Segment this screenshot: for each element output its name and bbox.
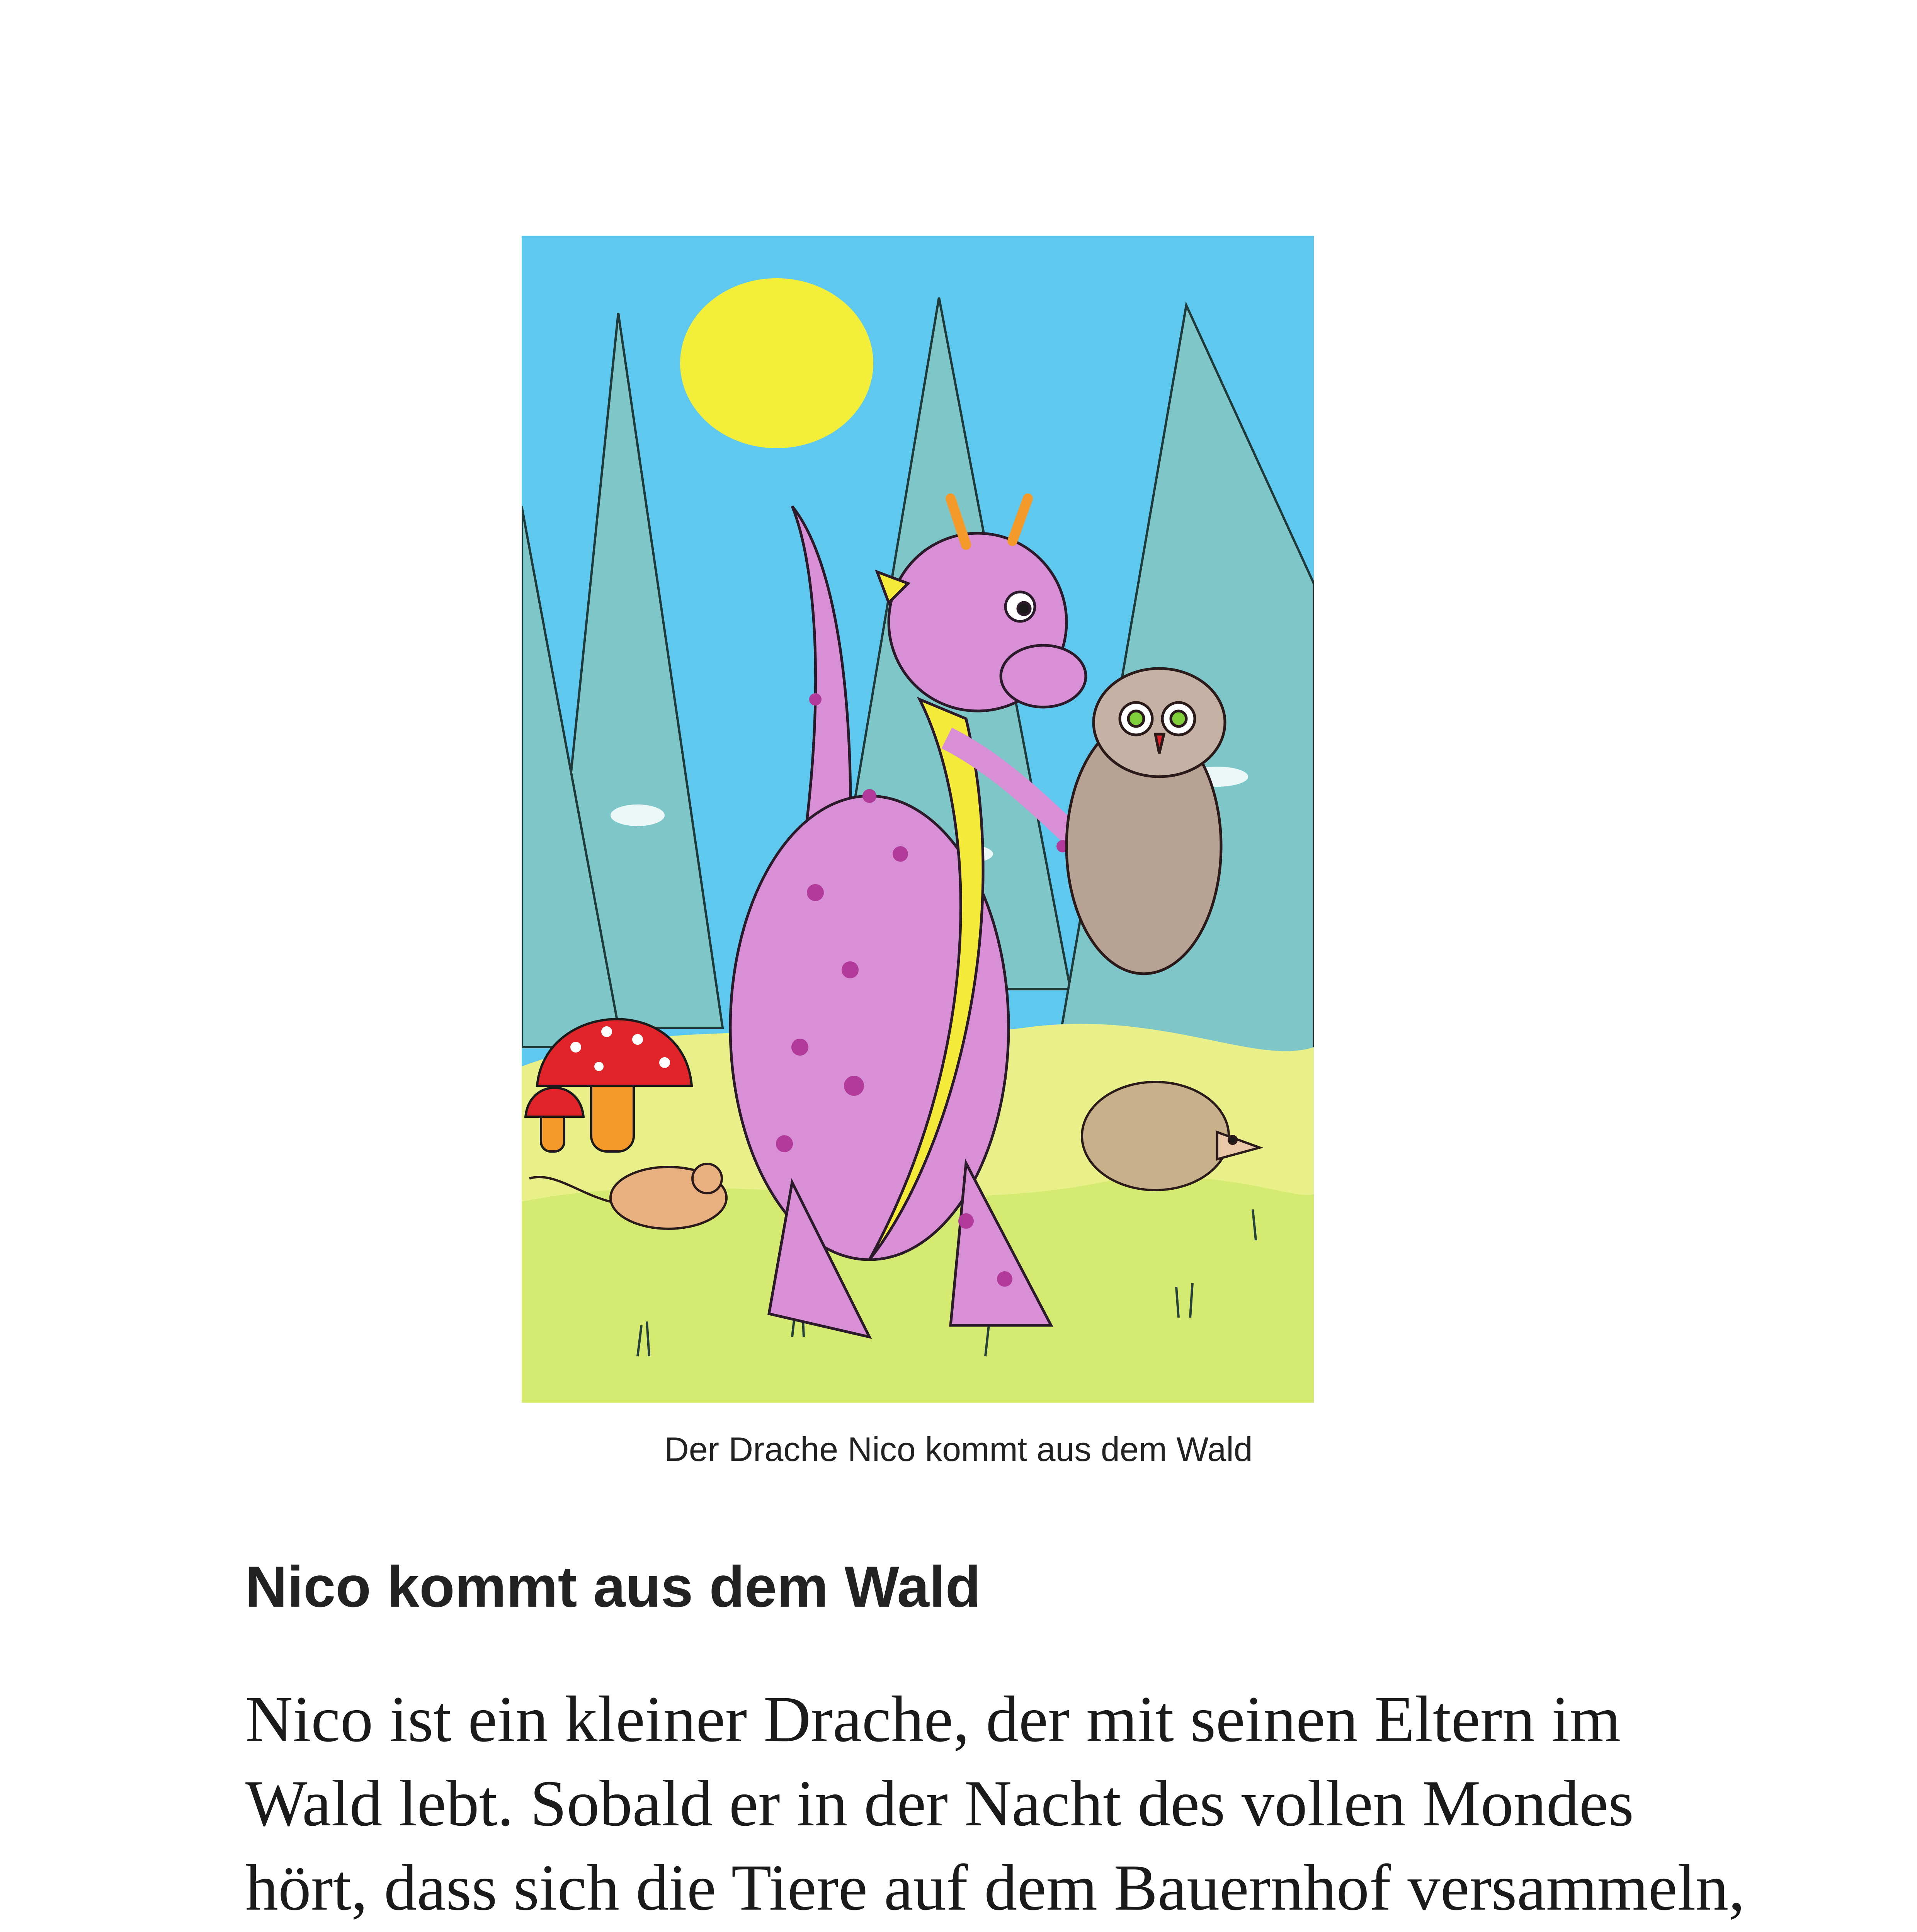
paragraph-1: Nico ist ein kleiner Drache, der mit seinen Eltern im Wald lebt. Sobald er in der Nacht des vollen Mondes hört, dass sich die Tiere auf dem Bauernhof versammeln, — [245, 1683, 1745, 1924]
page-heading: Nico kommt aus dem Wald — [245, 1554, 981, 1619]
dragon-illustration — [522, 236, 1314, 1403]
moon — [680, 278, 873, 448]
illustration-caption: Der Drache Nico kommt aus dem Wald — [664, 1430, 1253, 1468]
